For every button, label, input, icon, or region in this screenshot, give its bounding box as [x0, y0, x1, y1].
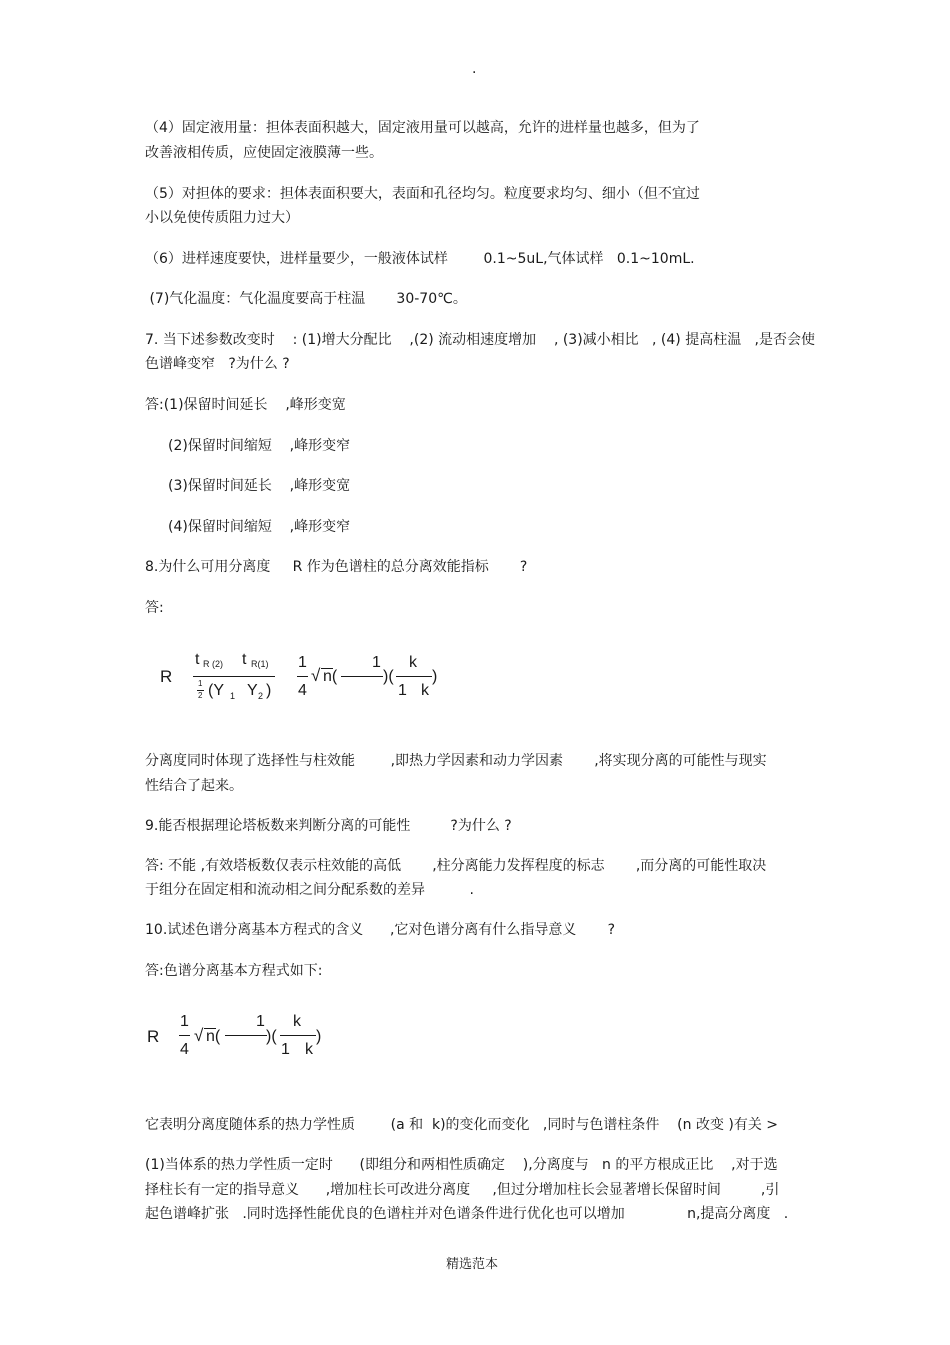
formula2-sqrt: √ [194, 1026, 204, 1045]
formula2-n: n( [206, 1028, 221, 1045]
formula2-k-numerator: k [293, 1013, 301, 1030]
question-7-line-2: 色谱峰变窄 ?为什么 ? [145, 356, 290, 372]
formula2-mid: )( [266, 1028, 277, 1045]
formula2-alpha-bar [225, 1035, 267, 1036]
formula1-quarter-denominator: 4 [298, 682, 307, 699]
formula1-t2-subscript: R(1) [251, 659, 269, 669]
question-10: 10.试述色谱分离基本方程式的含义 ,它对色谱分离有什么指导意义 ? [145, 922, 615, 938]
formula2-quarter-bar [179, 1035, 190, 1036]
formula2-quarter-denominator: 4 [180, 1041, 189, 1058]
answer-9-line-2: 于组分在固定相和流动相之间分配系数的差异 . [145, 882, 474, 898]
formula1-Y2-close: ) [266, 682, 272, 699]
formula1-t2: t [242, 651, 247, 668]
formula1-half-numerator: 1 [198, 679, 203, 688]
answer-7-4: (4)保留时间缩短 ,峰形变窄 [168, 519, 351, 535]
formula1-quarter-numerator: 1 [298, 654, 307, 671]
answer-7-3: (3)保留时间延长 ,峰形变宽 [168, 478, 351, 494]
item-7: (7)气化温度：气化温度要高于柱温 30-70℃。 [145, 291, 467, 307]
formula2-R: R [147, 1027, 160, 1046]
answer-10-after: 它表明分离度随体系的热力学性质 (a 和 k)的变化而变化 ,同时与色谱柱条件 (n 改变 )有关 > [145, 1117, 779, 1133]
formula1-R: R [160, 667, 173, 686]
formula1-t1: t [195, 651, 200, 668]
formula1-main-fraction-bar [193, 676, 275, 677]
formula1-Y2: Y [247, 682, 258, 699]
formula1-n: n( [323, 668, 338, 685]
formula2-k-denominator-k: k [305, 1041, 313, 1058]
formula1-Y2-subscript: 2 [258, 691, 264, 701]
formula1-sqrt: √ [311, 666, 321, 685]
item-4-line-2: 改善液相传质，应使固定液膜薄一些。 [145, 145, 383, 161]
formula1-t1-subscript: R (2) [203, 659, 223, 669]
formula1-k-denominator-k: k [421, 682, 429, 699]
item-6: （6）进样速度要快，进样量要少，一般液体试样 0.1~5uL,气体试样 0.1~10mL. [145, 251, 695, 267]
answer-8-label: 答: [145, 600, 164, 616]
answer-8-after-line-1: 分离度同时体现了选择性与柱效能 ,即热力学因素和动力学因素 ,将实现分离的可能性与现实 [145, 753, 767, 769]
formula2-close: ) [316, 1028, 322, 1045]
question-7-line-1: 7. 当下述参数改变时 : (1)增大分配比 ,(2) 流动相速度增加 , (3)减小相比 , (4) 提高柱温 ,是否会使 [145, 332, 816, 348]
formula2-k-bar [280, 1035, 316, 1036]
item-4-line-1: （4）固定液用量：担体表面积越大，固定液用量可以越高，允许的进样量也越多，但为了 [145, 120, 700, 136]
formula1-alpha-bar [341, 676, 383, 677]
formula2-alpha-numerator: 1 [256, 1013, 265, 1030]
question-8: 8.为什么可用分离度 R 作为色谱柱的总分离效能指标 ? [145, 559, 528, 575]
answer-10-label: 答:色谱分离基本方程式如下: [145, 963, 323, 979]
formula1-Y1: (Y [208, 682, 224, 699]
formula2-k-denominator-1: 1 [281, 1041, 290, 1058]
formula1-mid: )( [383, 668, 394, 685]
formula1-half-denominator: 2 [198, 691, 203, 700]
formula1-quarter-bar [297, 676, 308, 677]
header-dot: . [472, 61, 477, 77]
formula1-Y1-subscript: 1 [230, 691, 236, 701]
answer-7-1: 答:(1)保留时间延长 ,峰形变宽 [145, 397, 346, 413]
answer-10-point-1-line-3: 起色谱峰扩张 .同时选择性能优良的色谱柱并对色谱条件进行优化也可以增加 n,提高分离度 . [145, 1206, 789, 1222]
item-5-line-2: 小以免使传质阻力过大） [145, 210, 299, 226]
formula1-k-bar [396, 676, 432, 677]
formula2-quarter-numerator: 1 [180, 1013, 189, 1030]
formula1-k-denominator-1: 1 [398, 682, 407, 699]
formula1-k-numerator: k [409, 654, 417, 671]
answer-10-point-1-line-1: (1)当体系的热力学性质一定时 (即组分和两相性质确定 ),分离度与 n 的平方根成正比 ,对于选 [145, 1157, 778, 1173]
formula1-alpha-numerator: 1 [372, 654, 381, 671]
footer-label: 精选范本 [446, 1257, 499, 1272]
answer-10-point-1-line-2: 择柱长有一定的指导意义 ,增加柱长可改进分离度 ,但过分增加柱长会显著增长保留时间 ,引 [145, 1182, 780, 1198]
question-9: 9.能否根据理论塔板数来判断分离的可能性 ?为什么 ? [145, 818, 512, 834]
answer-9-line-1: 答: 不能 ,有效塔板数仅表示柱效能的高低 ,柱分离能力发挥程度的标志 ,而分离的可能性取决 [145, 858, 767, 874]
item-5-line-1: （5）对担体的要求：担体表面积要大，表面和孔径均匀。粒度要求均匀、细小（但不宜过 [145, 186, 700, 202]
formula1-close: ) [432, 668, 438, 685]
answer-7-2: (2)保留时间缩短 ,峰形变窄 [168, 438, 351, 454]
answer-8-after-line-2: 性结合了起来。 [145, 778, 243, 794]
